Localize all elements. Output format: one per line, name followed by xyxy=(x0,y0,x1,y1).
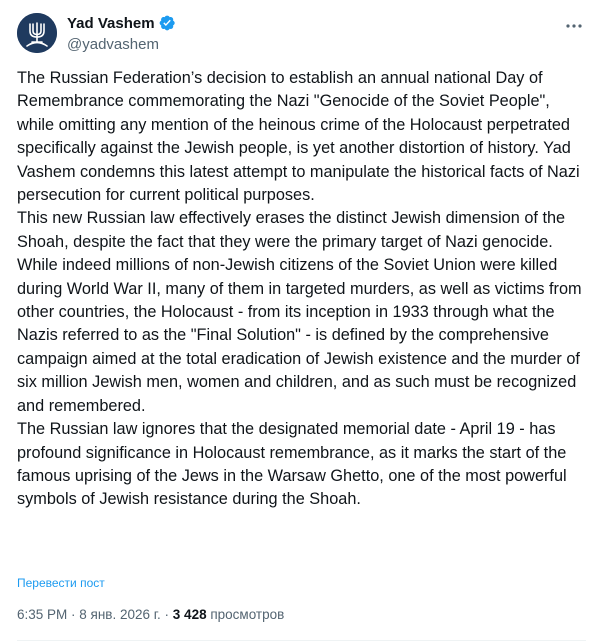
author-display-name[interactable]: Yad Vashem xyxy=(67,14,155,32)
views-count: 3 428 xyxy=(172,607,207,622)
tweet-time[interactable]: 6:35 PM xyxy=(17,607,68,622)
more-options-icon[interactable] xyxy=(564,16,584,36)
tweet-body xyxy=(17,67,589,512)
name-row xyxy=(67,12,176,34)
tweet-date[interactable]: 8 янв. 2026 г. xyxy=(79,607,161,622)
divider xyxy=(17,640,586,641)
views-label: просмотров xyxy=(210,607,285,622)
tweet-paragraph: The Russian law ignores that the designated memorial date - April 19 - has profound significance in Holocaust remembrance, as it marks the start of the famous uprising of the Jews in the Warsaw Ghetto, one of the most powerful symbols of Jewish resistance during the Shoah. xyxy=(17,420,567,509)
meta-separator: · xyxy=(160,607,173,622)
tweet-paragraph: This new Russian law effectively erases the distinct Jewish dimension of the Shoah, despite the fact that they were the primary target of Nazi genocide. While indeed millions of non-Jewish citizens of the Soviet Union were killed during World War II, many of them in targeted murders, as well as victims from other countries, the Holocaust - from its inception in 1933 through what the Nazis referred to as the "Final Solution" - is defined by the comprehensive campaign aimed at the total eradication of Jewish existence and the murder of six million Jewish men, women and children, and as such must be recognized and remembered. xyxy=(17,209,582,415)
tweet-header xyxy=(17,12,586,56)
menorah-logo-icon xyxy=(17,13,57,53)
author-identity xyxy=(67,12,176,55)
avatar[interactable] xyxy=(17,13,57,53)
meta-separator: · xyxy=(67,607,80,622)
translate-post-link[interactable]: Перевести пост xyxy=(17,576,105,590)
tweet-paragraph: The Russian Federation’s decision to establish an annual national Day of Remembrance commemorating the Nazi "Genocide of the Soviet People", while omitting any mention of the heinous crime of the Holocaust perpetrated specifically against the Jewish people, is yet another distortion of history. Yad Vashem condemns this latest attempt to manipulate the historical facts of Nazi persecution for current political purposes. xyxy=(17,69,580,205)
verified-badge-icon xyxy=(158,14,176,32)
tweet-meta xyxy=(17,607,284,622)
author-handle[interactable]: @yadvashem xyxy=(67,36,159,53)
